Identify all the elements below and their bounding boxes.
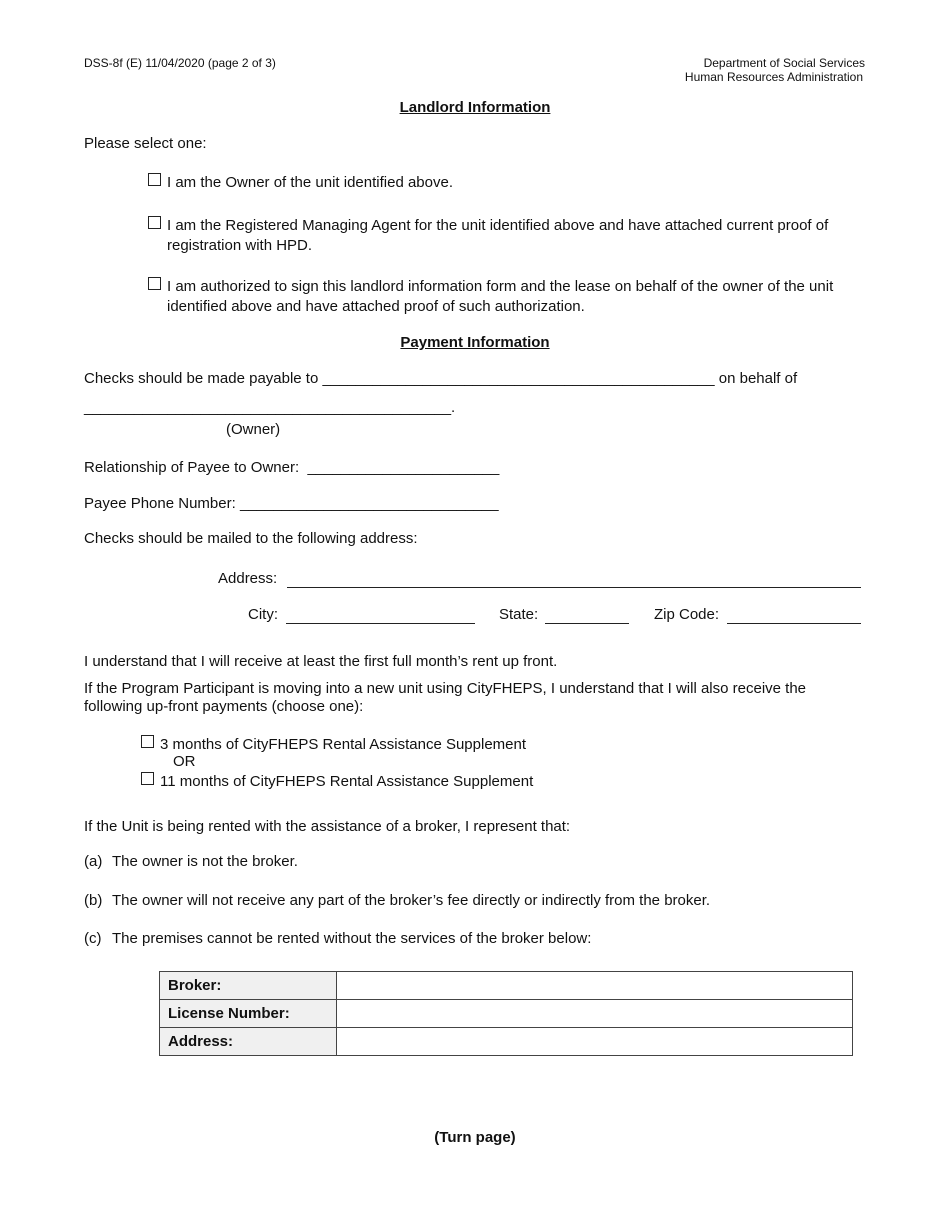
department-name: Department of Social Services — [703, 56, 865, 70]
address-label: Address: — [218, 570, 278, 587]
cityfheps-statement: If the Program Participant is moving into a new unit using CityFHEPS, I understand that I will also receive the — [84, 680, 807, 697]
relationship-line: Relationship of Payee to Owner: _______________________ — [84, 459, 500, 476]
table-row — [160, 972, 853, 1000]
broker-name-field[interactable] — [337, 972, 853, 1000]
zip-field[interactable] — [727, 623, 861, 624]
administration-name: Human Resources Administration — [684, 70, 863, 84]
owner-option[interactable]: I am the Owner of the unit identified above. — [148, 173, 453, 191]
managing-agent-option[interactable]: I am the Registered Managing Agent for the unit identified above and have attached current proof of — [148, 216, 828, 234]
state-label: State: — [499, 606, 539, 623]
owner-checkbox[interactable] — [148, 173, 161, 186]
eleven-month-checkbox[interactable] — [141, 772, 154, 785]
broker-address-label: Address: — [160, 1028, 337, 1056]
first-month-statement: I understand that I will receive at least the first full month’s rent up front. — [84, 653, 558, 670]
owner-field[interactable]: ____________________________________________. — [84, 399, 456, 416]
broker-item-a: (a) — [84, 853, 103, 870]
city-field[interactable] — [286, 623, 475, 624]
owner-caption: (Owner) — [226, 421, 281, 438]
three-month-checkbox[interactable] — [141, 735, 154, 748]
address-field[interactable] — [287, 587, 861, 588]
table-row — [160, 1000, 853, 1028]
authorized-signer-option[interactable]: I am authorized to sign this landlord information form and the lease on behalf of the owner of the unit — [148, 277, 833, 295]
phone-field[interactable]: _______________________________ — [239, 495, 499, 512]
authorized-signer-checkbox[interactable] — [148, 277, 161, 290]
eleven-month-option[interactable]: 11 months of CityFHEPS Rental Assistance Supplement — [141, 772, 533, 790]
broker-item-c: (c) — [84, 930, 102, 947]
table-row — [160, 1028, 853, 1056]
select-prompt: Please select one: — [84, 135, 207, 152]
zip-label: Zip Code: — [654, 606, 720, 623]
city-label: City: — [248, 606, 278, 623]
broker-address-field[interactable] — [337, 1028, 853, 1056]
mail-prompt: Checks should be mailed to the following address: — [84, 530, 418, 547]
payable-to-field[interactable]: _______________________________________________ — [322, 370, 715, 387]
broker-item-a-text: The owner is not the broker. — [112, 853, 298, 870]
license-number-label: License Number: — [160, 1000, 337, 1028]
broker-intro: If the Unit is being rented with the assistance of a broker, I represent that: — [84, 818, 571, 835]
broker-item-b-text: The owner will not receive any part of the broker’s fee directly or indirectly from the broker. — [112, 892, 711, 909]
managing-agent-option-cont: registration with HPD. — [167, 237, 313, 254]
managing-agent-checkbox[interactable] — [148, 216, 161, 229]
broker-item-c-text: The premises cannot be rented without the services of the broker below: — [112, 930, 592, 947]
broker-item-b: (b) — [84, 892, 103, 909]
phone-line: Payee Phone Number: _______________________________ — [84, 495, 499, 512]
landlord-heading: Landlord Information — [399, 99, 551, 116]
license-number-field[interactable] — [337, 1000, 853, 1028]
state-field[interactable] — [545, 623, 629, 624]
form-id: DSS-8f (E) 11/04/2020 (page 2 of 3) — [84, 56, 276, 70]
broker-label: Broker: — [160, 972, 337, 1000]
relationship-field[interactable]: _______________________ — [307, 459, 500, 476]
payment-heading: Payment Information — [400, 334, 550, 351]
three-month-option[interactable]: 3 months of CityFHEPS Rental Assistance Supplement — [141, 735, 526, 753]
or-text: OR — [173, 753, 196, 770]
cityfheps-statement-cont: following up-front payments (choose one): — [84, 698, 364, 715]
broker-table — [159, 971, 853, 1056]
payable-line: Checks should be made payable to _______________________________________________ on behalf of — [84, 370, 798, 387]
authorized-signer-option-cont: identified above and have attached proof of such authorization. — [167, 298, 585, 315]
turn-page: (Turn page) — [434, 1129, 516, 1146]
